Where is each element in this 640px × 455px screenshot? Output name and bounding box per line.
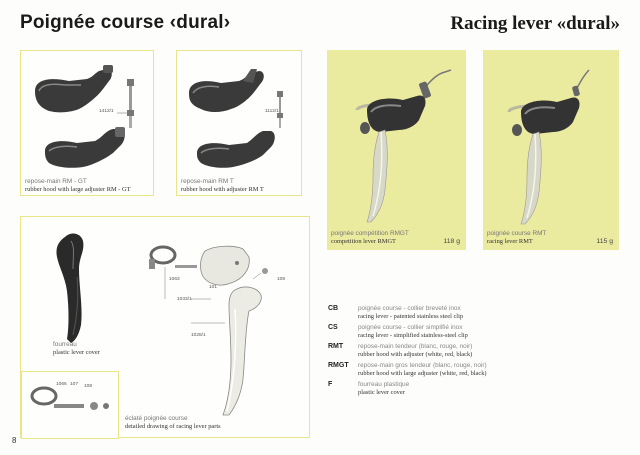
panel-rm-gt [20,50,154,196]
caption-rm-gt-en: rubber hood with large adjuster RM - GT [25,186,131,193]
legend-row [328,324,628,343]
legend-fr: repose-main tendeur (blanc, rouge, noir) [358,343,473,350]
part-number-108: 108 [277,277,286,282]
panel-exploded [20,216,310,438]
caption-lever-cover-fr: fourreau [53,341,77,348]
legend-fr: poignée course - collier simplifié inox [358,324,463,331]
legend-row [328,362,628,381]
legend-code: CS [328,324,338,331]
panel-rm-t [176,50,302,196]
part-number-1028: 1028/1 [191,333,206,338]
legend-code: RMT [328,343,344,350]
legend-code: CB [328,305,339,312]
caption-rm-gt [25,178,155,194]
caption-rm-t-fr: repose-main RM T [181,178,234,185]
exploded-lever-drawing [125,229,305,429]
part-number-1412: 1412/1 [99,109,114,114]
caption-exploded [125,415,305,431]
legend-row [328,305,628,324]
legend-en: racing lever - patented stainless steel clip [358,313,464,320]
caption-rmgt-en: competition lever RMGT [331,238,396,245]
part-number-101: 101 [209,285,218,290]
legend-en: racing lever - simplified stainless-steel clip [358,332,468,339]
part-number-107: 107 [70,382,79,387]
lever-cover-drawing [41,227,101,347]
caption-rmt [487,230,587,246]
rmt-lever-photo [483,50,619,225]
legend-en: plastic lever cover [358,389,405,396]
legend-fr: fourreau plastique [358,381,410,388]
legend [328,305,628,400]
part-number-1033: 1033/1 [177,297,192,302]
caption-rm-t [181,178,303,194]
rm-t-drawing [177,51,303,171]
caption-exploded-fr: éclaté poignée course [125,415,188,422]
page-number: 8 [12,436,17,445]
weight-rmt: 115 g [596,238,613,245]
caption-rmgt [331,230,431,246]
legend-row [328,381,628,400]
caption-lever-cover-en: plastic lever cover [53,349,100,356]
caption-rmt-fr: poignée course RMT [487,230,547,237]
weight-rmgt: 118 g [443,238,460,245]
caption-rm-gt-fr: repose-main RM - GT [25,178,87,185]
legend-en: rubber hood with adjuster (white, red, black) [358,351,473,358]
caption-rmgt-fr: poignée compétition RMGT [331,230,409,237]
panel-rmgt-photo [327,50,466,250]
inset-clip-parts [21,371,119,439]
legend-en: rubber hood with large adjuster (white, red, black) [358,370,487,377]
part-number-1066: 1066 [56,382,67,387]
rm-gt-drawing [21,51,155,171]
page-title-en: Racing lever «dural» [450,13,620,34]
part-number-1112: 1112/1 [265,109,279,114]
caption-rmt-en: racing lever RMT [487,238,533,245]
legend-code: RMGT [328,362,349,369]
legend-code: F [328,381,333,388]
part-number-1063: 1063 [169,277,180,282]
caption-lever-cover [53,341,133,357]
caption-rm-t-en: rubber hood with adjuster RM T [181,186,264,193]
legend-row [328,343,628,362]
legend-fr: poignée course - collier breveté inox [358,305,461,312]
rmgt-lever-photo [327,50,466,225]
page-title-fr: Poignée course ‹dural› [20,12,231,33]
part-number-108b: 108 [84,384,93,389]
panel-rmt-photo [483,50,619,250]
legend-fr: repose-main gros tendeur (blanc, rouge, noir) [358,362,487,369]
caption-exploded-en: detailed drawing of racing lever parts [125,423,221,430]
